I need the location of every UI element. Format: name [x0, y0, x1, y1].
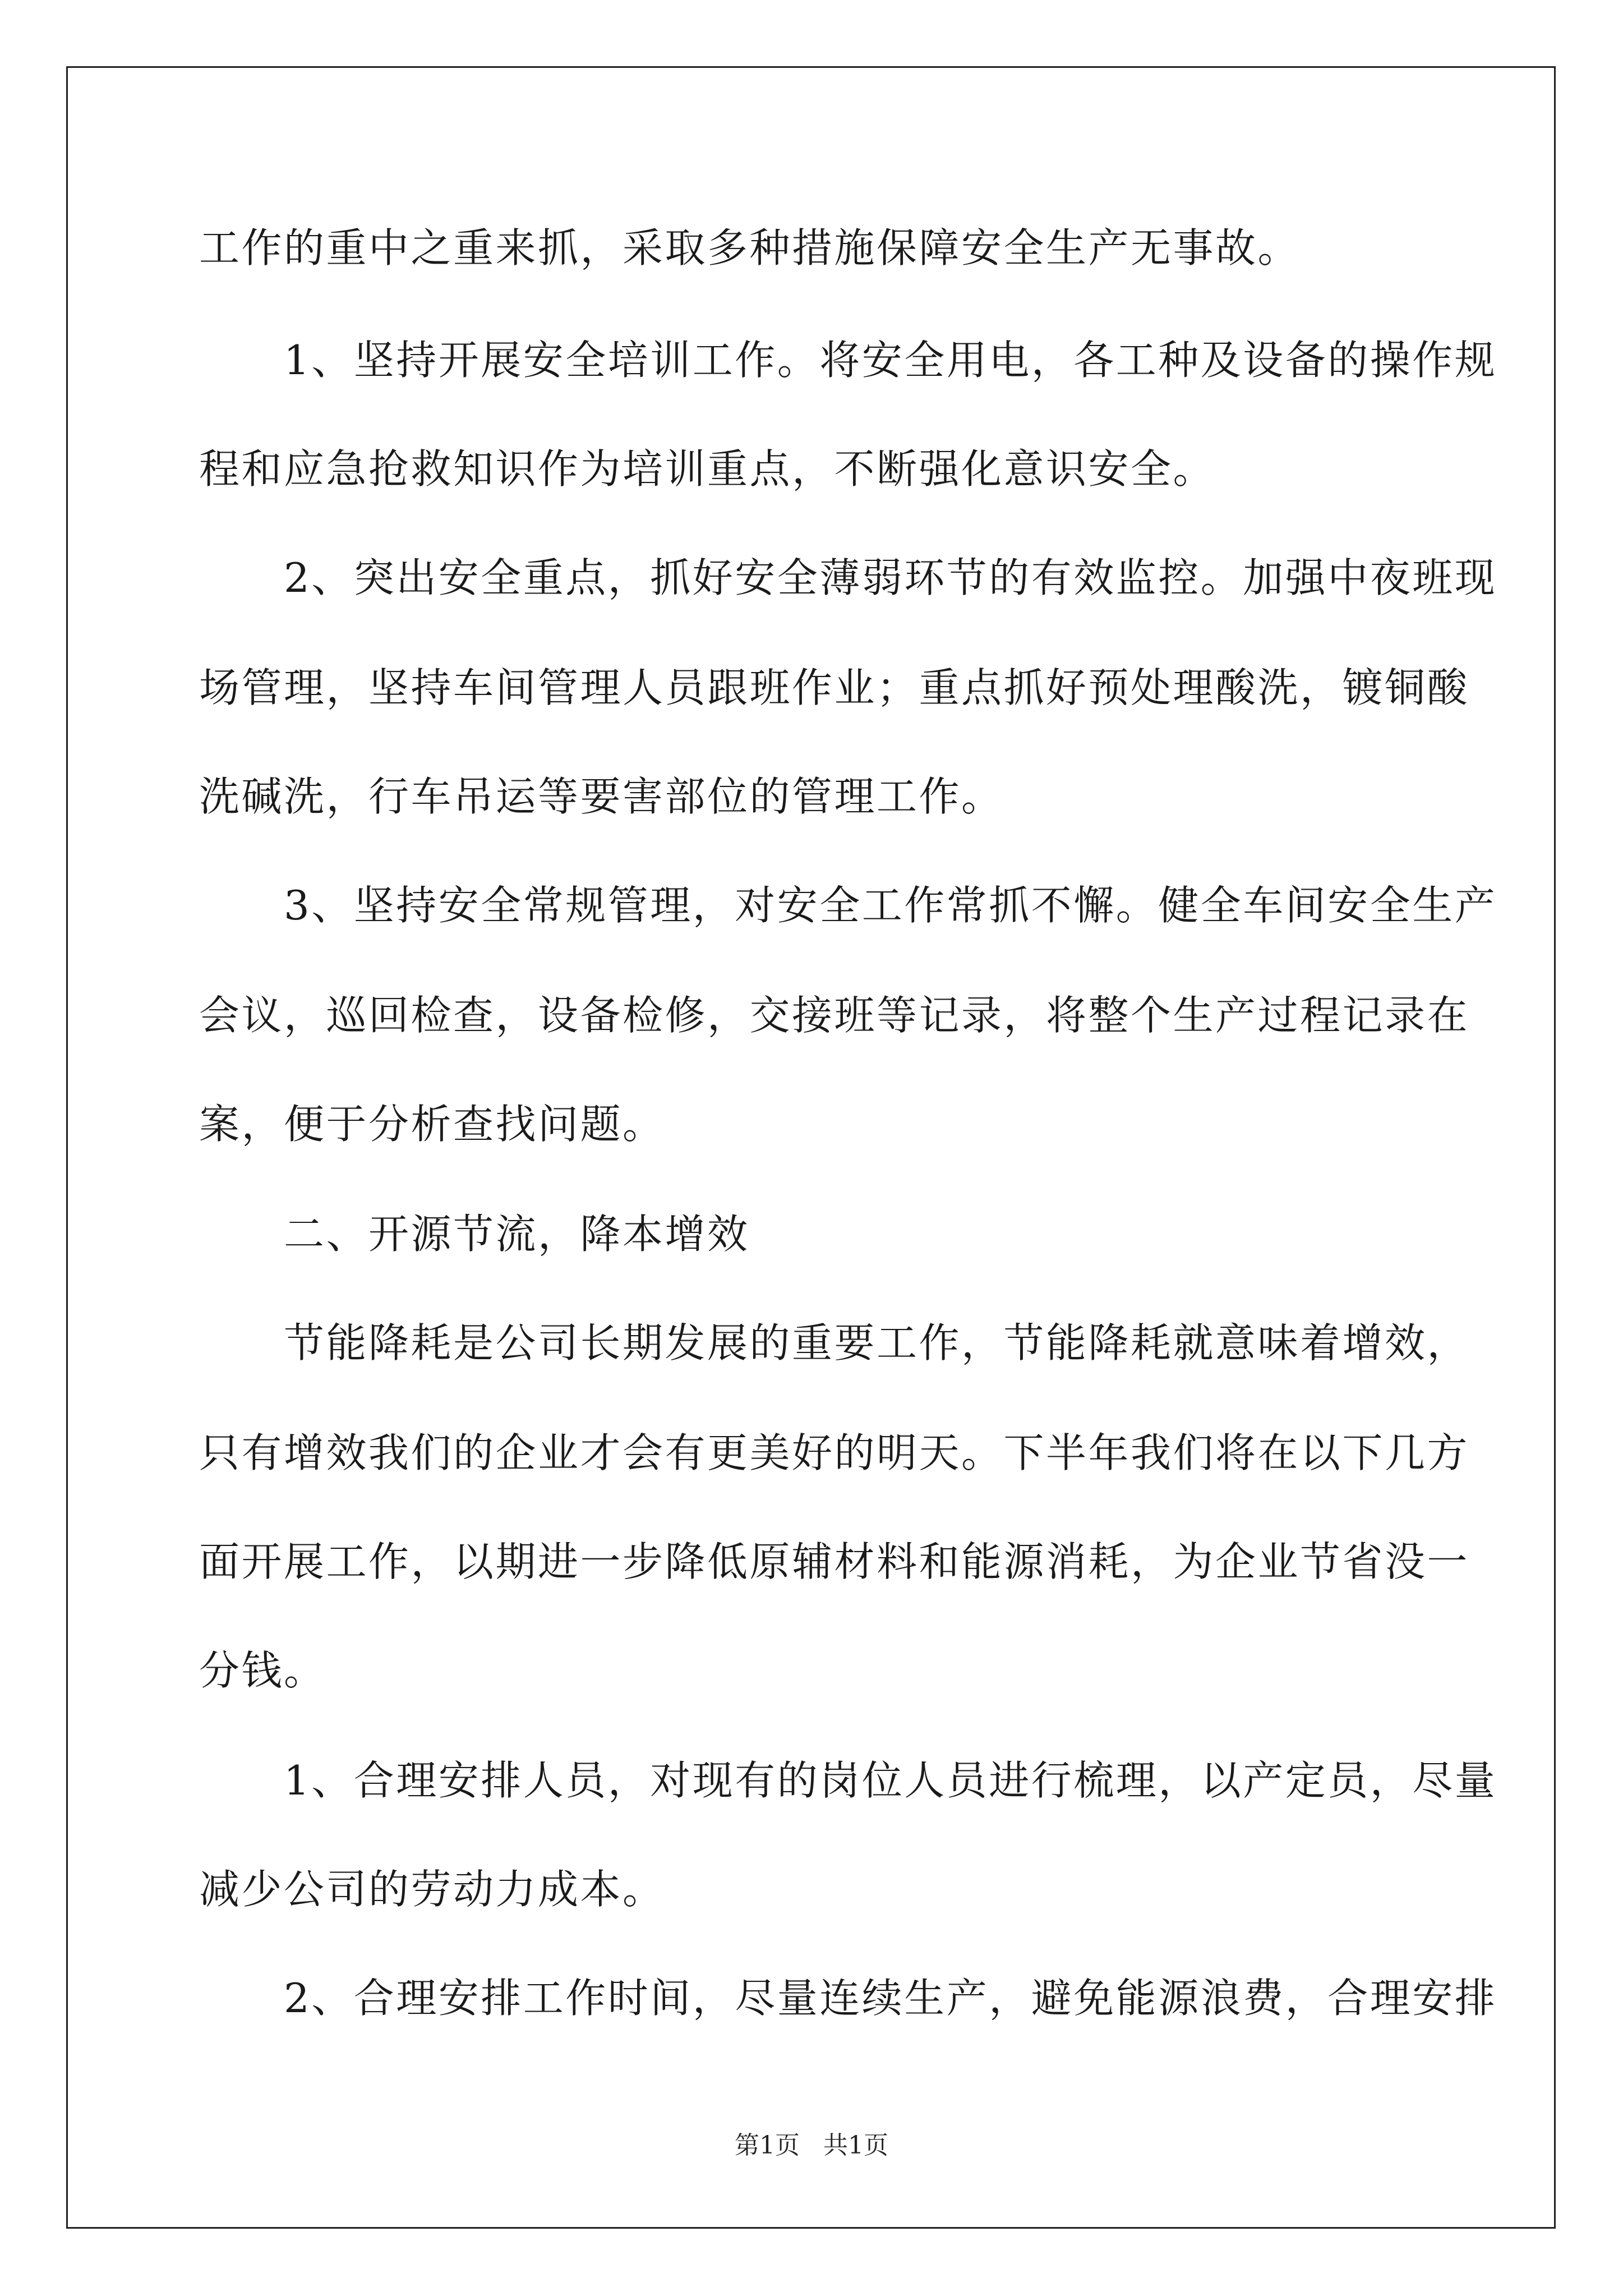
text-line: 减少公司的劳动力成本。	[199, 1866, 665, 1913]
text-line: 只有增效我们的企业才会有更美好的明天。下半年我们将在以下几方	[199, 1429, 1470, 1476]
text-line: 程和应急抢救知识作为培训重点，不断强化意识安全。	[199, 445, 1216, 493]
text-line: 工作的重中之重来抓，采取多种措施保障安全生产无事故。	[199, 224, 1301, 272]
text-line: 1、坚持开展安全培训工作。将安全用电，各工种及设备的操作规	[199, 337, 1497, 384]
text-line: 3、坚持安全常规管理，对安全工作常抓不懈。健全车间安全生产	[199, 882, 1497, 929]
text-line: 面开展工作，以期进一步降低原辅材料和能源消耗，为企业节省没一	[199, 1538, 1470, 1585]
text-line: 1、合理安排人员，对现有的岗位人员进行梳理，以产定员，尽量	[199, 1757, 1497, 1804]
text-line: 2、突出安全重点，抓好安全薄弱环节的有效监控。加强中夜班现	[199, 554, 1497, 601]
text-line: 会议，巡回检查，设备检修，交接班等记录，将整个生产过程记录在	[199, 992, 1470, 1039]
section-heading: 二、开源节流，降本增效	[199, 1211, 750, 1258]
text-line: 分钱。	[199, 1647, 326, 1694]
page-total: 共1页	[823, 2131, 888, 2160]
page-number: 第1页	[735, 2131, 800, 2160]
text-line: 洗碱洗，行车吊运等要害部位的管理工作。	[199, 773, 1004, 820]
page-footer	[0, 2129, 1623, 2162]
text-line: 节能降耗是公司长期发展的重要工作，节能降耗就意味着增效，	[199, 1319, 1470, 1366]
text-line: 案，便于分析查找问题。	[199, 1101, 665, 1148]
text-line: 2、合理安排工作时间，尽量连续生产，避免能源浪费，合理安排	[199, 1975, 1497, 2022]
text-line: 场管理，坚持车间管理人员跟班作业；重点抓好预处理酸洗，镀铜酸	[199, 664, 1470, 711]
